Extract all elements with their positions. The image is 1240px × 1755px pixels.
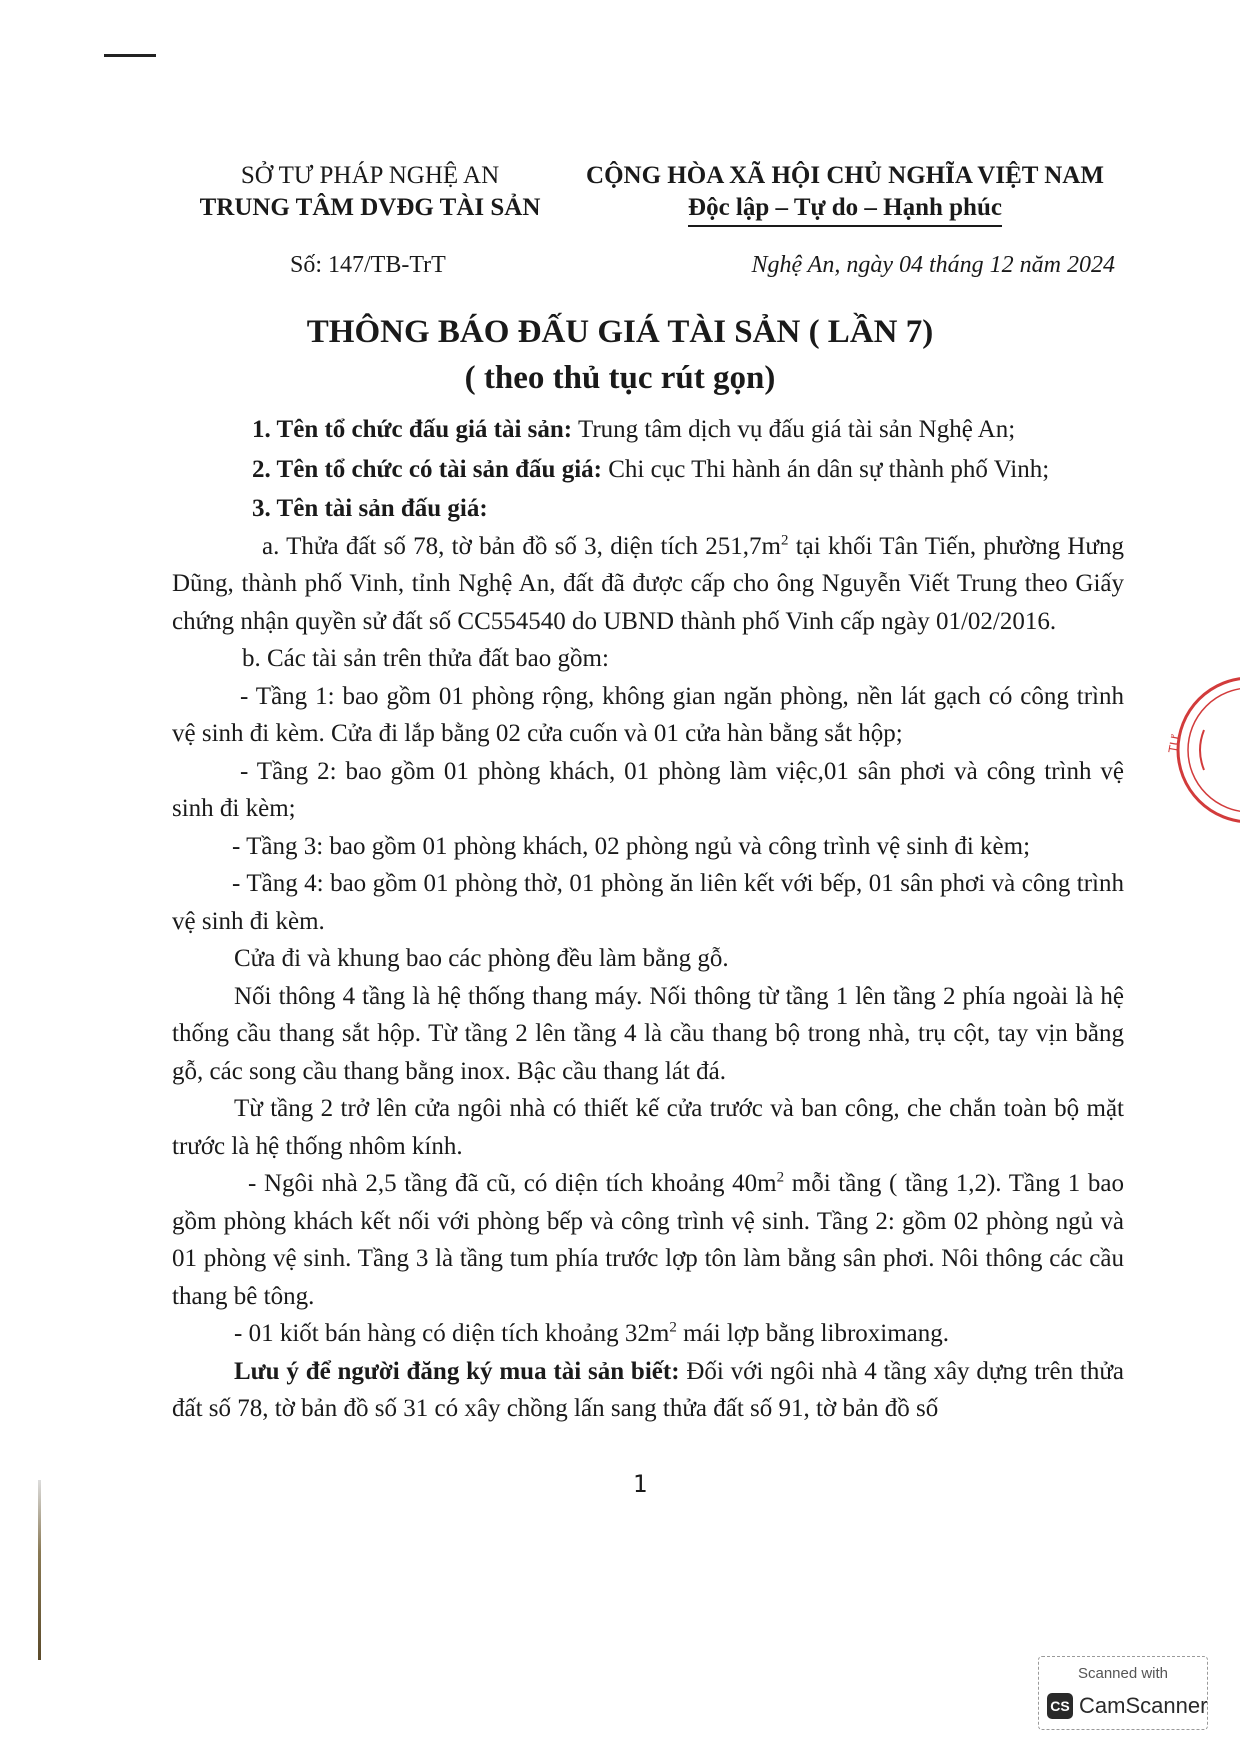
note-label: Lưu ý để người đăng ký mua tài sản biết:: [234, 1357, 680, 1385]
item-3-label: 3. Tên tài sản đấu giá:: [252, 495, 488, 522]
camscanner-name: CamScanner: [1079, 1693, 1208, 1718]
stamp-text: TƯ: [1165, 733, 1184, 755]
national-header: [565, 160, 1125, 227]
floor-2-description: - Tầng 2: bao gồm 01 phòng khách, 01 phòng làm việc,01 sân phơi và công trình vệ sinh đi kèm;: [172, 757, 1124, 822]
document-number: Số: 147/TB-TrT: [290, 252, 446, 278]
item-1-value: Trung tâm dịch vụ đấu giá tài sản Nghệ An;: [572, 416, 1016, 443]
camscanner-logo-icon: CS: [1047, 1693, 1073, 1719]
note-paragraph: [172, 1353, 1124, 1428]
page-number: 1: [632, 1470, 648, 1498]
issuer-header: [170, 160, 570, 224]
old-house-superscript: 2: [776, 1169, 785, 1186]
scan-edge-mark: [38, 1480, 41, 1660]
connection-description: Nối thông 4 tầng là hệ thống thang máy. Nối thông từ tầng 1 lên tầng 2 phía ngoài là hệ thống cầu thang sắt hộp. Từ tầng 2 lên tầng 4 là cầu thang bộ trong nhà, trụ cột, tay vịn bằng gỗ, các song cầu thang bằng inox. Bậc cầu thang lát đá.: [172, 982, 1124, 1085]
doors-description: Cửa đi và khung bao các phòng đều làm bằng gỗ.: [234, 945, 729, 972]
issuer-department: SỞ TƯ PHÁP NGHỆ AN: [240, 162, 500, 189]
red-seal-stamp: [1164, 670, 1240, 830]
floor-3-description: - Tầng 3: bao gồm 01 phòng khách, 02 phòng ngủ và công trình vệ sinh đi kèm;: [232, 832, 1031, 860]
floor-1-description: - Tầng 1: bao gồm 01 phòng rộng, không gian ngăn phòng, nền lát gạch có công trình vệ sinh đi kèm. Cửa đi lắp bằng 02 cửa cuốn và 01 cửa hàn bằng sắt hộp;: [172, 682, 1124, 747]
corner-dash: [104, 54, 156, 57]
item-2-label: 2. Tên tổ chức có tài sản đấu giá:: [252, 455, 602, 483]
note-text: Đối với ngôi nhà 4 tầng xây dựng trên thửa đất số 78, tờ bản đồ số 31 có xây chồng lấn sang thửa đất số 91, tờ bản đồ số: [172, 1357, 1125, 1422]
item-3: [172, 490, 1124, 528]
old-house-text-1: - Ngôi nhà 2,5 tầng đã cũ, có diện tích khoảng 40m: [248, 1170, 777, 1197]
floor-4-description: - Tầng 4: bao gồm 01 phòng thờ, 01 phòng ăn liên kết với bếp, 01 sân phơi và công trình vệ sinh đi kèm.: [172, 870, 1124, 935]
issuer-center: TRUNG TÂM DVĐG TÀI SẢN: [199, 194, 541, 221]
kiosk-description: [172, 1315, 1124, 1353]
item-1-label: 1. Tên tổ chức đấu giá tài sản:: [252, 416, 573, 443]
document-subtitle: ( theo thủ tục rút gọn): [464, 360, 776, 396]
item-2-value: Chi cục Thi hành án dân sự thành phố Vinh;: [601, 455, 1050, 483]
kiosk-superscript: 2: [669, 1319, 677, 1336]
kiosk-text-1: - 01 kiốt bán hàng có diện tích khoảng 32m: [234, 1320, 670, 1347]
front-description: Từ tầng 2 trở lên cửa ngôi nhà có thiết kế cửa trước và ban công, che chắn toàn bộ mặt trước là hệ thống nhôm kính.: [172, 1095, 1124, 1160]
old-house-description: [172, 1165, 1124, 1315]
paragraph-b: b. Các tài sản trên thửa đất bao gồm:: [242, 645, 609, 672]
paragraph-a-text-1: a. Thửa đất số 78, tờ bản đồ số 3, diện tích 251,7m: [262, 532, 781, 560]
national-title: CỘNG HÒA XÃ HỘI CHỦ NGHĨA VIỆT NAM: [586, 162, 1104, 189]
national-motto: Độc lập – Tự do – Hạnh phúc: [688, 192, 1002, 227]
document-date: Nghệ An, ngày 04 tháng 12 năm 2024: [751, 252, 1115, 278]
camscanner-caption: Scanned with: [1077, 1665, 1169, 1682]
kiosk-text-2: mái lợp bằng libroximang.: [676, 1320, 950, 1347]
paragraph-a-text-2: tại khối Tân Tiến, phường Hưng Dũng, thành phố Vinh, tỉnh Nghệ An, đất đã được cấp cho ông Nguyễn Viết Trung theo Giấy chứng nhận quyền sử đất số CC554540 do UBND thành phố Vinh cấp ngày 01/02/2016.: [172, 532, 1124, 635]
item-2: [172, 451, 1124, 489]
document-title: THÔNG BÁO ĐẤU GIÁ TÀI SẢN ( LẦN 7): [306, 314, 934, 350]
paragraph-a: [172, 528, 1124, 641]
document-body: [172, 411, 1124, 1428]
old-house-text-2: mỗi tầng ( tầng 1,2). Tầng 1 bao gồm phòng khách kết nối với phòng bếp và công trình vệ sinh. Tầng 2: gồm 02 phòng ngủ và 01 phòng vệ sinh. Tầng 3 là tầng tum phía trước lợp tôn làm bằng sân phơi. Nôi thông các cầu thang bê tông.: [172, 1170, 1125, 1310]
paragraph-a-superscript: 2: [780, 532, 789, 549]
item-1: [172, 411, 1124, 449]
camscanner-watermark: [1038, 1656, 1208, 1730]
